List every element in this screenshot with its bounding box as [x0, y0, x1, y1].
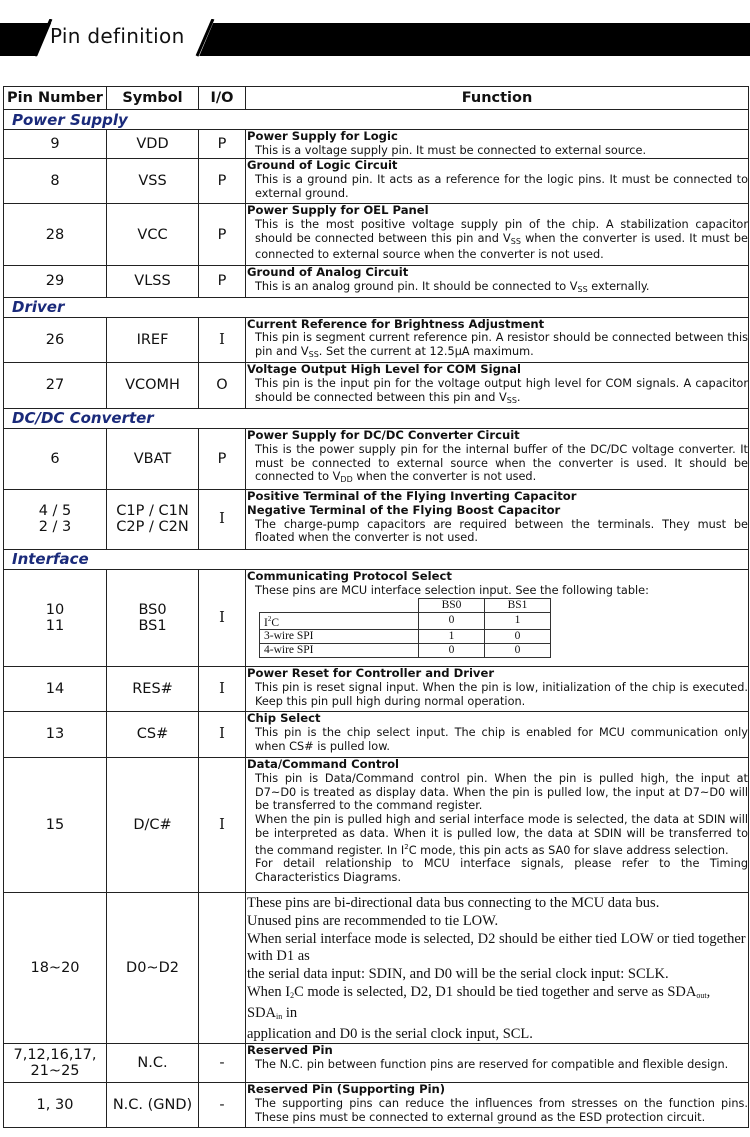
table-row — [4, 1044, 749, 1083]
function-title: Reserved Pin — [247, 1043, 333, 1058]
function-line: Unused pins are recommended to tie LOW. — [247, 912, 499, 929]
pin-number: 29 — [4, 266, 107, 298]
bs0-value: 0 — [419, 612, 485, 630]
function-desc: The charge-pump capacitors are required between the terminals. They must be floated when the converter is not used. — [255, 517, 748, 545]
pin-io: - — [199, 1044, 246, 1083]
pin-io: P — [199, 130, 246, 159]
table-row — [4, 666, 749, 711]
function-title: Ground of Logic Circuit — [247, 158, 398, 172]
table-row — [4, 204, 749, 266]
pin-number: 4 / 5 2 / 3 — [4, 489, 107, 549]
function-title: Current Reference for Brightness Adjustment — [247, 316, 545, 331]
table-row — [4, 892, 749, 1043]
pin-function — [246, 130, 749, 159]
function-title: Voltage Output High Level for COM Signal — [247, 361, 521, 376]
bs-mode-name: 3-wire SPI — [260, 630, 419, 644]
function-title: Reserved Pin (Supporting Pin) — [247, 1082, 446, 1097]
function-desc: The supporting pins can reduce the influences from stresses on the function pins. These pins must be connected to external ground as the ESD protection circuit. — [255, 1097, 748, 1124]
function-title: Negative Terminal of the Flying Boost Capacitor — [247, 502, 561, 517]
pin-function — [246, 428, 749, 489]
bs0-value: 1 — [419, 630, 485, 644]
section-driver: Driver — [4, 297, 749, 317]
pin-symbol: VLSS — [107, 266, 199, 298]
pin-symbol: CS# — [107, 711, 199, 757]
table-row — [4, 159, 749, 204]
function-line: When serial interface mode is selected, D2 should be either tied LOW or tied together with D1 as — [247, 930, 746, 965]
function-desc: When the pin is pulled high and serial interface mode is selected, the data at SDIN will be interpreted as data. When it is pulled low, the data at SDIN will be transferred to the command register. In $I^2C$ mode, this pin acts as SA0 for slave address selection. — [255, 813, 748, 857]
pin-symbol: VCOMH — [107, 362, 199, 408]
pin-symbol: N.C. — [107, 1044, 199, 1083]
pin-function — [246, 317, 749, 362]
section-banner — [0, 23, 750, 56]
bs1-value: 0 — [485, 630, 551, 644]
function-desc: This is an analog ground pin. It should be connected to $V_{SS}$ externally. — [255, 279, 650, 294]
bs-mode-name: $I^2C$ — [260, 612, 419, 630]
pin-symbol: VSS — [107, 159, 199, 204]
bs-row-3wire — [260, 630, 551, 644]
table-row — [4, 489, 749, 549]
header-pin-number: Pin Number — [4, 87, 107, 110]
table-row — [4, 1083, 749, 1128]
section-dcdc-converter: DC/DC Converter — [4, 408, 749, 428]
pin-io: I — [199, 666, 246, 711]
pin-number: 6 — [4, 428, 107, 489]
pin-symbol: C1P / C1N C2P / C2N — [107, 489, 199, 549]
pin-io: - — [199, 1083, 246, 1128]
pin-io: I — [199, 757, 246, 892]
function-desc: This pin is Data/Command control pin. When the pin is pulled high, the input at D7~D0 is treated as display data. When the pin is pulled low, the input at D7~D0 will be transferred to the command register. — [255, 771, 748, 813]
header-row — [4, 87, 749, 110]
pin-number: 9 — [4, 130, 107, 159]
banner-title: Pin definition — [50, 24, 185, 48]
function-title: Positive Terminal of the Flying Inverting Capacitor — [247, 488, 577, 503]
function-title: Power Supply for OEL Panel — [247, 203, 429, 217]
bs1-value: 0 — [485, 644, 551, 658]
pin-symbol: VCC — [107, 204, 199, 266]
function-title: Power Reset for Controller and Driver — [247, 665, 495, 680]
table-row — [4, 757, 749, 892]
pin-io: I — [199, 569, 246, 666]
table-row — [4, 130, 749, 159]
bs0-header: BS0 — [419, 598, 485, 612]
pin-function — [246, 666, 749, 711]
pin-function — [246, 892, 749, 1043]
pin-function — [246, 266, 749, 298]
pin-number: 1, 30 — [4, 1083, 107, 1128]
function-desc: These pins are MCU interface selection input. See the following table: — [255, 583, 649, 597]
function-title: Ground of Analog Circuit — [247, 265, 409, 279]
bs-header-row — [260, 598, 551, 612]
section-row — [4, 110, 749, 130]
pin-io: I — [199, 317, 246, 362]
pin-function — [246, 1044, 749, 1083]
pin-number: 10 11 — [4, 569, 107, 666]
function-line: These pins are bi-directional data bus connecting to the MCU data bus. — [247, 894, 660, 911]
bs0-value: 0 — [419, 644, 485, 658]
bs1-value: 1 — [485, 612, 551, 630]
section-power-supply: Power Supply — [4, 110, 749, 130]
pin-io: P — [199, 266, 246, 298]
header-io: I/O — [199, 87, 246, 110]
function-desc: This pin is the input pin for the voltage output high level for COM signals. A capacitor should be connected between this pin and $V_{SS}$. — [255, 376, 748, 405]
pin-symbol: VBAT — [107, 428, 199, 489]
pin-function — [246, 489, 749, 549]
pin-function — [246, 757, 749, 892]
pin-io: P — [199, 428, 246, 489]
pin-function — [246, 362, 749, 408]
pin-symbol: D/C# — [107, 757, 199, 892]
table-row — [4, 428, 749, 489]
bs1-header: BS1 — [485, 598, 551, 612]
bs-mode-name: 4-wire SPI — [260, 644, 419, 658]
pin-symbol: BS0 BS1 — [107, 569, 199, 666]
pin-function — [246, 1083, 749, 1128]
function-line: application and D0 is the serial clock input, SCL. — [247, 1025, 533, 1042]
pin-symbol: RES# — [107, 666, 199, 711]
pin-function — [246, 159, 749, 204]
section-interface: Interface — [4, 549, 749, 569]
pin-io — [199, 892, 246, 1043]
pin-number: 27 — [4, 362, 107, 408]
table-row — [4, 317, 749, 362]
pin-number: 13 — [4, 711, 107, 757]
bs-row-i2c — [260, 612, 551, 630]
pin-io: O — [199, 362, 246, 408]
pin-number: 7,12,16,17, 21~25 — [4, 1044, 107, 1083]
table-row — [4, 569, 749, 666]
table-row — [4, 362, 749, 408]
pin-number: 26 — [4, 317, 107, 362]
pin-io: I — [199, 711, 246, 757]
function-title: Power Supply for Logic — [247, 129, 398, 143]
pin-number: 18~20 — [4, 892, 107, 1043]
pin-number: 8 — [4, 159, 107, 204]
section-row — [4, 549, 749, 569]
function-desc: The N.C. pin between function pins are reserved for compatible and flexible design. — [255, 1058, 729, 1072]
pin-io: P — [199, 204, 246, 266]
function-desc: This is the most positive voltage supply pin of the chip. A stabilization capacitor should be connected between this pin and $V_{SS}$ when the converter is used. It must be connected to external source when the converter is not used. — [255, 217, 748, 262]
function-desc: This is the power supply pin for the internal buffer of the DC/DC voltage converter. It must be connected to external source when the converter is used. It should be connected to $V_{DD}$ when the converter is not used. — [255, 442, 748, 485]
function-title: Chip Select — [247, 710, 321, 725]
function-desc: This is a ground pin. It acts as a reference for the logic pins. It must be connected to external ground. — [255, 172, 748, 200]
pin-symbol: VDD — [107, 130, 199, 159]
pin-io: I — [199, 489, 246, 549]
function-desc: This pin is the chip select input. The chip is enabled for MCU communication only when CS# is pulled low. — [255, 725, 748, 753]
pin-symbol: D0~D2 — [107, 892, 199, 1043]
function-desc: This pin is segment current reference pin. A resistor should be connected between this pin and $V_{SS}$. Set the current at 12.5µA maximum. — [255, 331, 748, 360]
table-row — [4, 266, 749, 298]
function-title: Power Supply for DC/DC Converter Circuit — [247, 427, 520, 442]
function-desc: This is a voltage supply pin. It must be connected to external source. — [255, 143, 647, 157]
header-symbol: Symbol — [107, 87, 199, 110]
section-row — [4, 408, 749, 428]
header-function: Function — [246, 87, 749, 110]
section-row — [4, 297, 749, 317]
pin-number: 14 — [4, 666, 107, 711]
function-desc: For detail relationship to MCU interface signals, please refer to the Timing Characteristics Diagrams. — [255, 857, 748, 885]
function-line: the serial data input: SDIN, and D0 will be the serial clock input: SCLK. — [247, 966, 669, 983]
table-row — [4, 711, 749, 757]
function-title: Data/Command Control — [247, 756, 400, 771]
bs-row-4wire — [260, 644, 551, 658]
function-line: When $I_2C$ mode is selected, D2, D1 should be tied together and serve as $SDA_{out}$, — [247, 983, 711, 1000]
function-title: Communicating Protocol Select — [247, 568, 452, 583]
pin-function — [246, 204, 749, 266]
pin-symbol: N.C. (GND) — [107, 1083, 199, 1128]
pin-function — [246, 569, 749, 666]
bs-selection-table — [259, 598, 551, 659]
function-desc: This pin is reset signal input. When the pin is low, initialization of the chip is executed. Keep this pin pull high during normal operation. — [255, 680, 748, 708]
function-line: $SDA_{in}$ in — [247, 1004, 298, 1021]
pin-function — [246, 711, 749, 757]
pin-symbol: IREF — [107, 317, 199, 362]
pin-definition-table — [3, 86, 749, 1128]
pin-number: 15 — [4, 757, 107, 892]
pin-number: 28 — [4, 204, 107, 266]
pin-io: P — [199, 159, 246, 204]
